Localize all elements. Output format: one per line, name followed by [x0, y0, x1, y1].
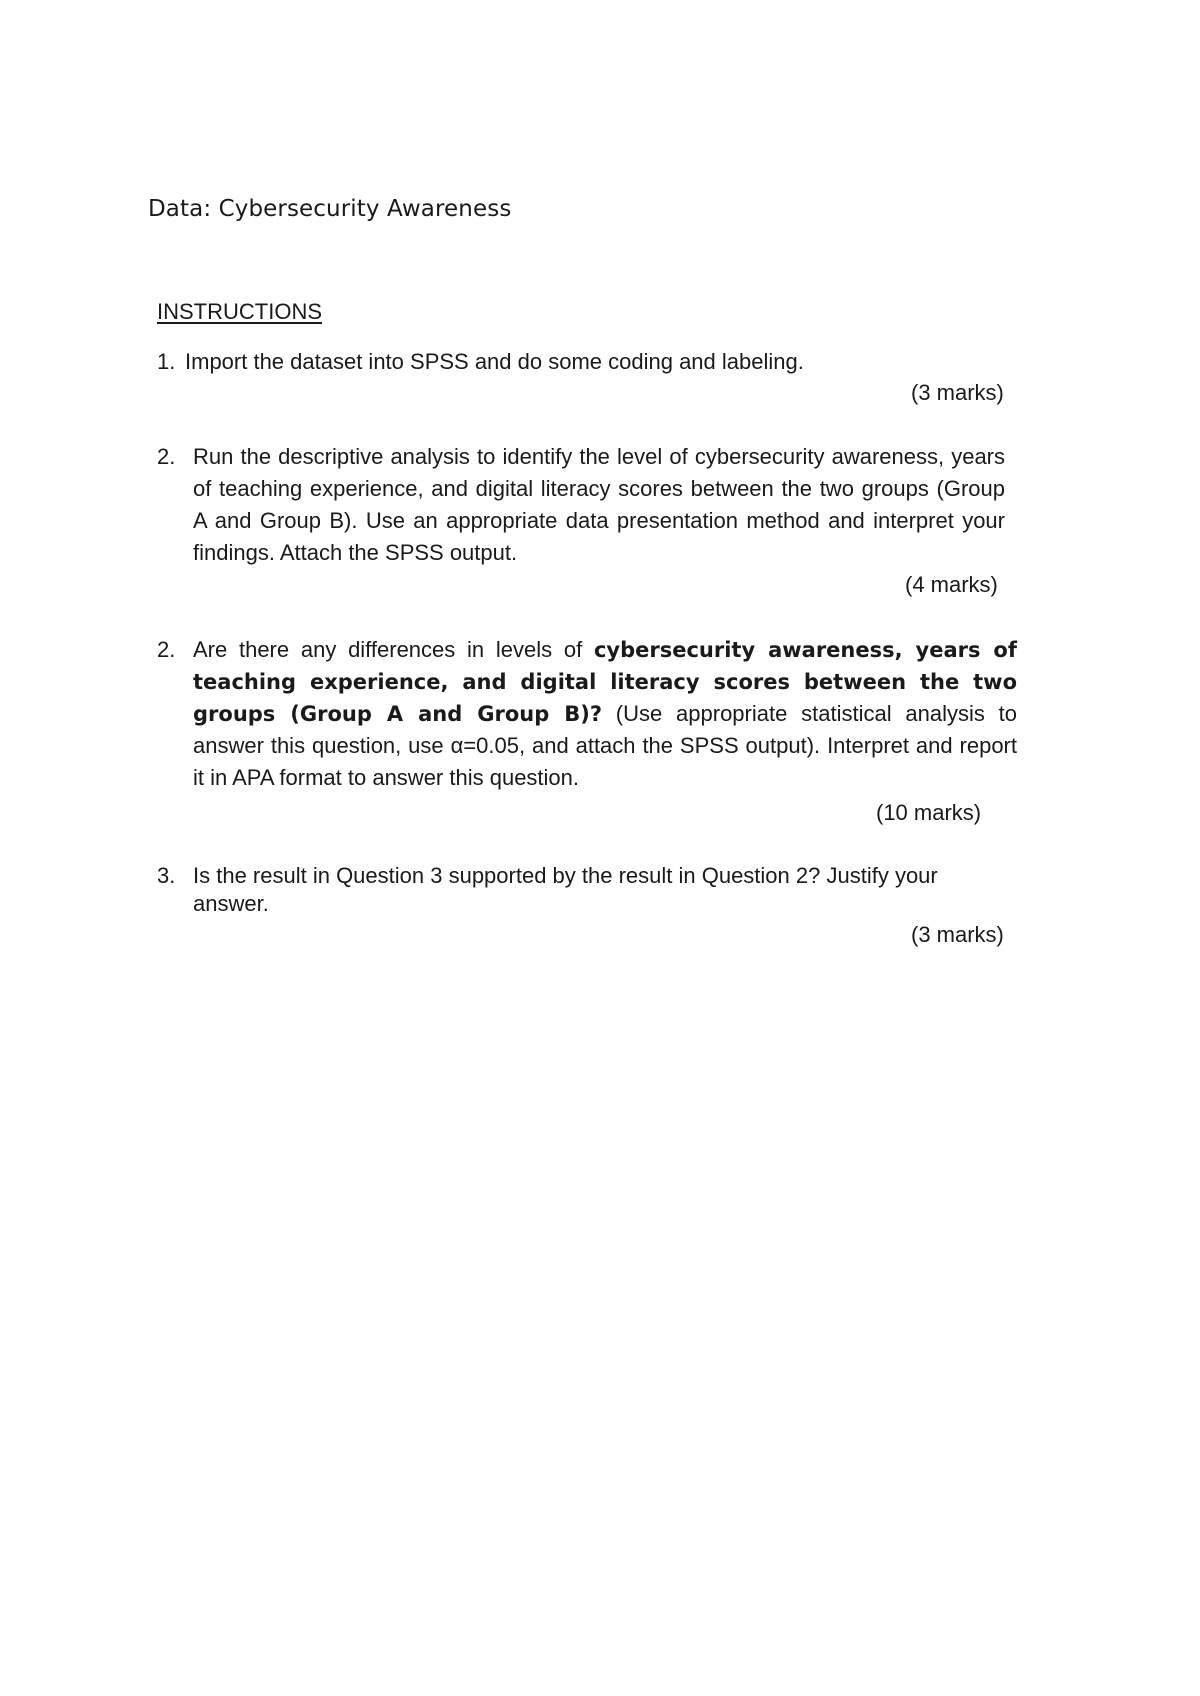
question-number: 2.: [157, 637, 176, 662]
question-text-intro: Are there any differences in levels of: [193, 637, 594, 662]
question-1: [157, 346, 1017, 378]
question-4: [157, 862, 1017, 918]
question-text: Import the dataset into SPSS and do some coding and labeling.: [185, 349, 804, 374]
question-2-marks: (4 marks): [905, 572, 998, 597]
question-text-details: (Use appropriate statistical analysis to answer this question, use α=0.05, and attach the SPSS output). Interpret and report it in APA format to answer this question.: [193, 701, 1017, 790]
question-number: 3.: [157, 863, 176, 888]
question-1-marks: (3 marks): [911, 380, 1004, 405]
question-text-emphasis: cybersecurity awareness, years of teaching experience, and digital literacy scores between the two groups (Group A and Group B)?: [193, 638, 1017, 726]
question-text: Is the result in Question 3 supported by the result in Question 2? Justify your answer.: [193, 863, 938, 916]
question-3: [157, 634, 1017, 794]
question-text: Run the descriptive analysis to identify the level of cybersecurity awareness, years of teaching experience, and digital literacy scores between the two groups (Group A and Group B). Use an appropriate data presentation method and interpret your findings. Attach the SPSS output.: [193, 444, 1005, 565]
question-text: [193, 634, 1017, 794]
document-title: Data: Cybersecurity Awareness: [148, 196, 512, 222]
question-number: 2.: [157, 444, 176, 469]
question-3-marks: (10 marks): [876, 800, 982, 825]
question-number: 1.: [157, 349, 176, 374]
question-2: [157, 441, 1005, 569]
question-4-marks: (3 marks): [911, 922, 1004, 947]
instructions-heading: INSTRUCTIONS: [157, 299, 322, 324]
